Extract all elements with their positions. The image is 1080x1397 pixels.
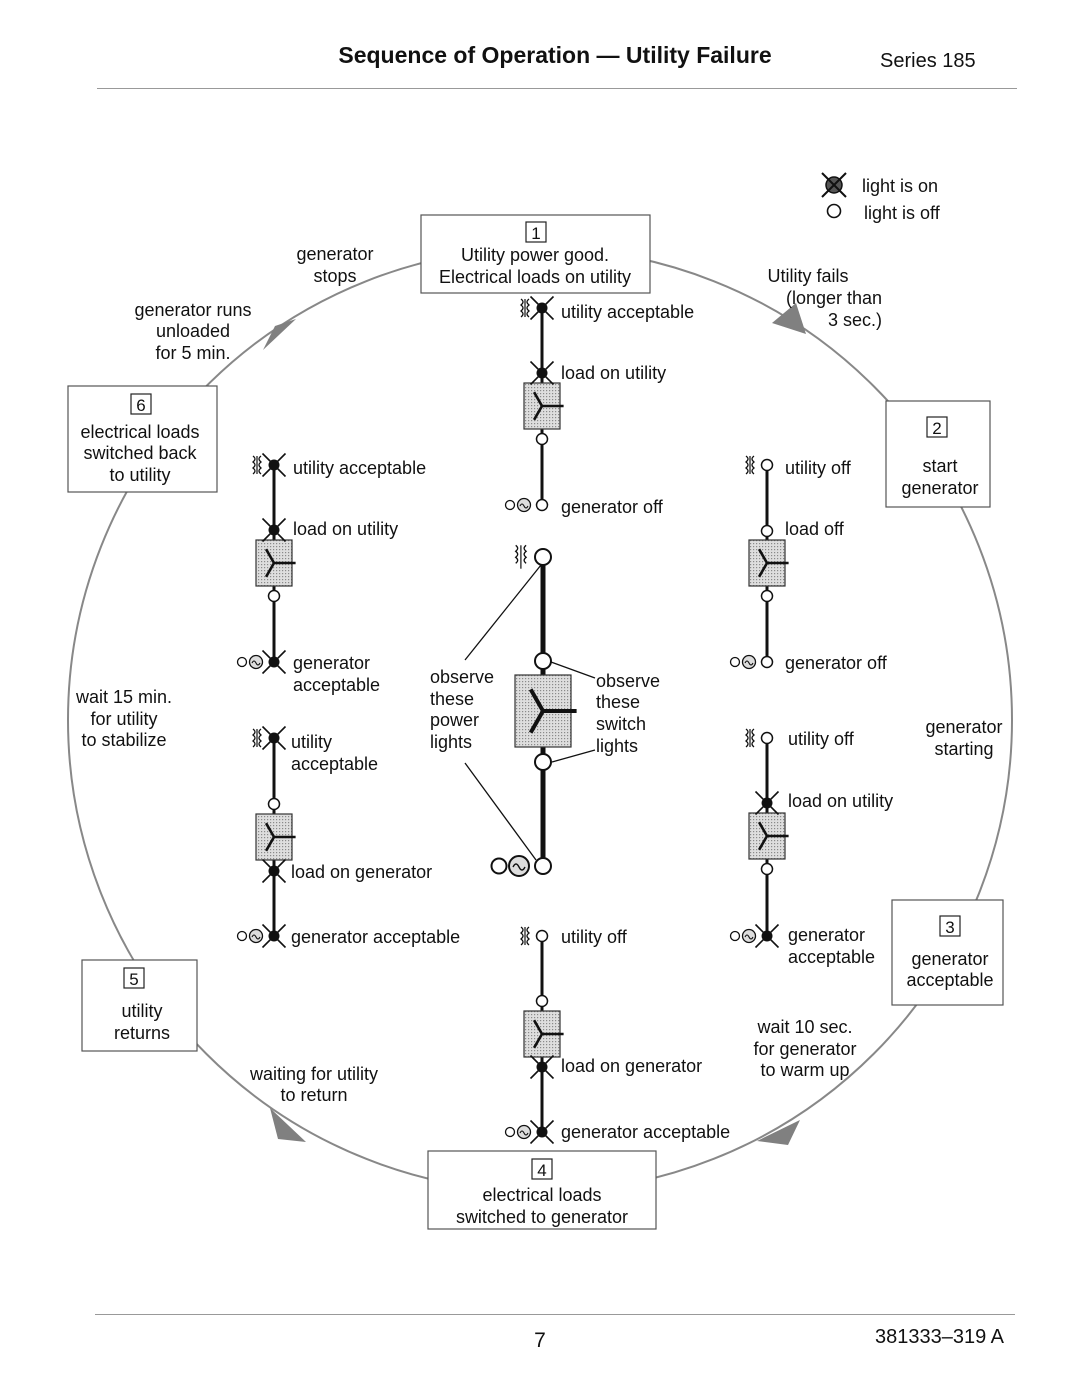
step-number: 5 bbox=[129, 970, 139, 989]
svg-text:acceptable: acceptable bbox=[293, 675, 381, 695]
svg-text:utility acceptable: utility acceptable bbox=[293, 458, 427, 478]
svg-text:for generator: for generator bbox=[753, 1039, 857, 1059]
generator-icon bbox=[238, 658, 247, 667]
step-number: 6 bbox=[136, 396, 146, 415]
light-off-icon bbox=[762, 526, 773, 537]
svg-text:generator acceptable: generator acceptable bbox=[561, 1122, 731, 1142]
svg-text:for 5 min.: for 5 min. bbox=[155, 343, 231, 363]
step-5-box bbox=[82, 960, 197, 1051]
diagram-5-labels bbox=[291, 732, 460, 947]
step-text: start bbox=[922, 456, 958, 476]
svg-text:generator off: generator off bbox=[561, 497, 663, 517]
generator-icon bbox=[238, 932, 247, 941]
light-off-icon bbox=[828, 205, 841, 218]
svg-text:generator acceptable: generator acceptable bbox=[291, 927, 461, 947]
light-off-icon bbox=[762, 657, 773, 668]
diagram-2-labels bbox=[785, 458, 888, 673]
svg-text:waiting for utility: waiting for utility bbox=[249, 1064, 379, 1084]
diagram-6-schematic bbox=[238, 454, 296, 674]
svg-text:generator off: generator off bbox=[785, 653, 887, 673]
utility-source-icon bbox=[253, 729, 255, 747]
transition-label-generator-stops bbox=[296, 244, 373, 286]
diagram-4-labels bbox=[561, 927, 730, 1142]
step-text: electrical loads bbox=[482, 1185, 602, 1205]
light-off-icon bbox=[537, 434, 548, 445]
svg-text:these: these bbox=[596, 692, 641, 712]
page-title: Sequence of Operation — Utility Failure bbox=[338, 42, 772, 68]
svg-text:lights: lights bbox=[596, 736, 639, 756]
light-off-icon bbox=[762, 460, 773, 471]
step-number: 2 bbox=[932, 419, 942, 438]
svg-text:load on utility: load on utility bbox=[293, 519, 399, 539]
power-light-utility bbox=[535, 549, 551, 565]
svg-text:generator runs: generator runs bbox=[134, 300, 252, 320]
svg-text:generator: generator bbox=[788, 925, 866, 945]
svg-text:observe: observe bbox=[430, 667, 495, 687]
svg-text:wait 10 sec.: wait 10 sec. bbox=[757, 1017, 853, 1037]
step-number: 3 bbox=[945, 918, 955, 937]
generator-icon bbox=[506, 501, 515, 510]
step-text: electrical loads bbox=[80, 422, 200, 442]
step-text: utility bbox=[121, 1001, 163, 1021]
center-schematic bbox=[492, 545, 577, 876]
light-off-icon bbox=[762, 864, 773, 875]
svg-text:wait 15 min.: wait 15 min. bbox=[75, 687, 173, 707]
step-text: to utility bbox=[109, 465, 171, 485]
diagram-5-schematic bbox=[238, 727, 296, 948]
svg-text:to return: to return bbox=[280, 1085, 348, 1105]
svg-text:switch: switch bbox=[596, 714, 647, 734]
arrow-4-to-5 bbox=[270, 1108, 306, 1142]
svg-text:utility: utility bbox=[291, 732, 333, 752]
svg-text:load off: load off bbox=[785, 519, 844, 539]
utility-source-icon bbox=[521, 299, 523, 317]
power-lights-note bbox=[430, 667, 494, 752]
svg-text:to warm up: to warm up bbox=[760, 1060, 850, 1080]
svg-text:load on utility: load on utility bbox=[561, 363, 667, 383]
svg-text:load on generator: load on generator bbox=[291, 862, 433, 882]
svg-text:acceptable: acceptable bbox=[788, 947, 876, 967]
transition-label-waiting-utility bbox=[249, 1064, 378, 1105]
page-number: 7 bbox=[534, 1329, 546, 1352]
svg-text:stops: stops bbox=[313, 266, 357, 286]
light-off-icon bbox=[537, 931, 548, 942]
switch-lights-note bbox=[596, 671, 660, 756]
svg-text:generator: generator bbox=[293, 653, 371, 673]
svg-text:utility off: utility off bbox=[561, 927, 627, 947]
switch-light-utility bbox=[535, 653, 551, 669]
utility-source-icon bbox=[521, 927, 523, 945]
transition-label-generator-starting bbox=[925, 717, 1002, 759]
step-text: acceptable bbox=[906, 970, 994, 990]
step-text: switched back bbox=[83, 443, 197, 463]
svg-text:for utility: for utility bbox=[90, 709, 158, 729]
step-6-box bbox=[68, 386, 217, 492]
svg-text:starting: starting bbox=[934, 739, 994, 759]
svg-text:to stabilize: to stabilize bbox=[81, 730, 167, 750]
document-number: 381333–319 A bbox=[874, 1326, 1004, 1348]
svg-text:utility acceptable: utility acceptable bbox=[561, 302, 695, 322]
light-off-icon bbox=[537, 500, 548, 511]
step-4-box bbox=[428, 1151, 656, 1229]
generator-icon bbox=[492, 859, 507, 874]
utility-source-icon bbox=[253, 456, 255, 474]
diagram-6-labels bbox=[293, 458, 426, 695]
utility-source-icon bbox=[516, 545, 518, 563]
step-number: 4 bbox=[537, 1161, 547, 1180]
step-number: 1 bbox=[531, 224, 541, 243]
transition-label-stabilize bbox=[75, 687, 172, 750]
generator-icon bbox=[731, 932, 740, 941]
diagram-4-schematic bbox=[506, 927, 564, 1144]
diagram-1-schematic bbox=[506, 297, 564, 512]
svg-text:these: these bbox=[430, 689, 475, 709]
step-1-box bbox=[421, 215, 650, 293]
svg-text:acceptable: acceptable bbox=[291, 754, 379, 774]
legend-on-label: light is on bbox=[862, 176, 939, 196]
diagram-3-schematic bbox=[731, 729, 789, 948]
generator-icon bbox=[731, 658, 740, 667]
svg-text:generator: generator bbox=[296, 244, 374, 264]
diagram-3-labels bbox=[788, 729, 893, 967]
svg-text:unloaded: unloaded bbox=[155, 321, 231, 341]
svg-text:lights: lights bbox=[430, 732, 473, 752]
step-text: Utility power good. bbox=[460, 245, 610, 265]
light-off-icon bbox=[269, 591, 280, 602]
svg-text:3 sec.): 3 sec.) bbox=[827, 310, 883, 330]
svg-text:(longer than: (longer than bbox=[785, 288, 883, 308]
transition-label-warm-up bbox=[753, 1017, 856, 1080]
svg-text:utility off: utility off bbox=[788, 729, 854, 749]
svg-text:Utility fails: Utility fails bbox=[767, 266, 849, 286]
step-3-box bbox=[892, 900, 1003, 1005]
arrow-3-to-4 bbox=[757, 1120, 800, 1145]
step-2-box bbox=[886, 401, 990, 507]
step-text: returns bbox=[113, 1023, 171, 1043]
generator-icon bbox=[506, 1128, 515, 1137]
power-light-generator bbox=[535, 858, 551, 874]
svg-text:observe: observe bbox=[596, 671, 661, 691]
transition-label-runs-unloaded bbox=[134, 300, 251, 363]
step-text: Electrical loads on utility bbox=[438, 267, 632, 287]
light-off-icon bbox=[762, 591, 773, 602]
utility-source-icon bbox=[746, 729, 748, 747]
step-text: generator bbox=[911, 949, 989, 969]
series-label: Series 185 bbox=[880, 50, 976, 72]
light-off-icon bbox=[537, 996, 548, 1007]
utility-source-icon bbox=[746, 456, 748, 474]
svg-text:utility off: utility off bbox=[785, 458, 851, 478]
diagram-1-labels bbox=[561, 302, 694, 517]
svg-text:load on generator: load on generator bbox=[561, 1056, 703, 1076]
legend-off-label: light is off bbox=[864, 203, 940, 223]
legend bbox=[822, 173, 941, 223]
switch-light-generator bbox=[535, 754, 551, 770]
step-text: generator bbox=[901, 478, 979, 498]
diagram-2-schematic bbox=[731, 456, 789, 669]
svg-text:power: power bbox=[430, 710, 480, 730]
light-off-icon bbox=[269, 799, 280, 810]
svg-text:load on utility: load on utility bbox=[788, 791, 894, 811]
step-text: switched to generator bbox=[455, 1207, 629, 1227]
svg-text:generator: generator bbox=[925, 717, 1003, 737]
light-off-icon bbox=[762, 733, 773, 744]
